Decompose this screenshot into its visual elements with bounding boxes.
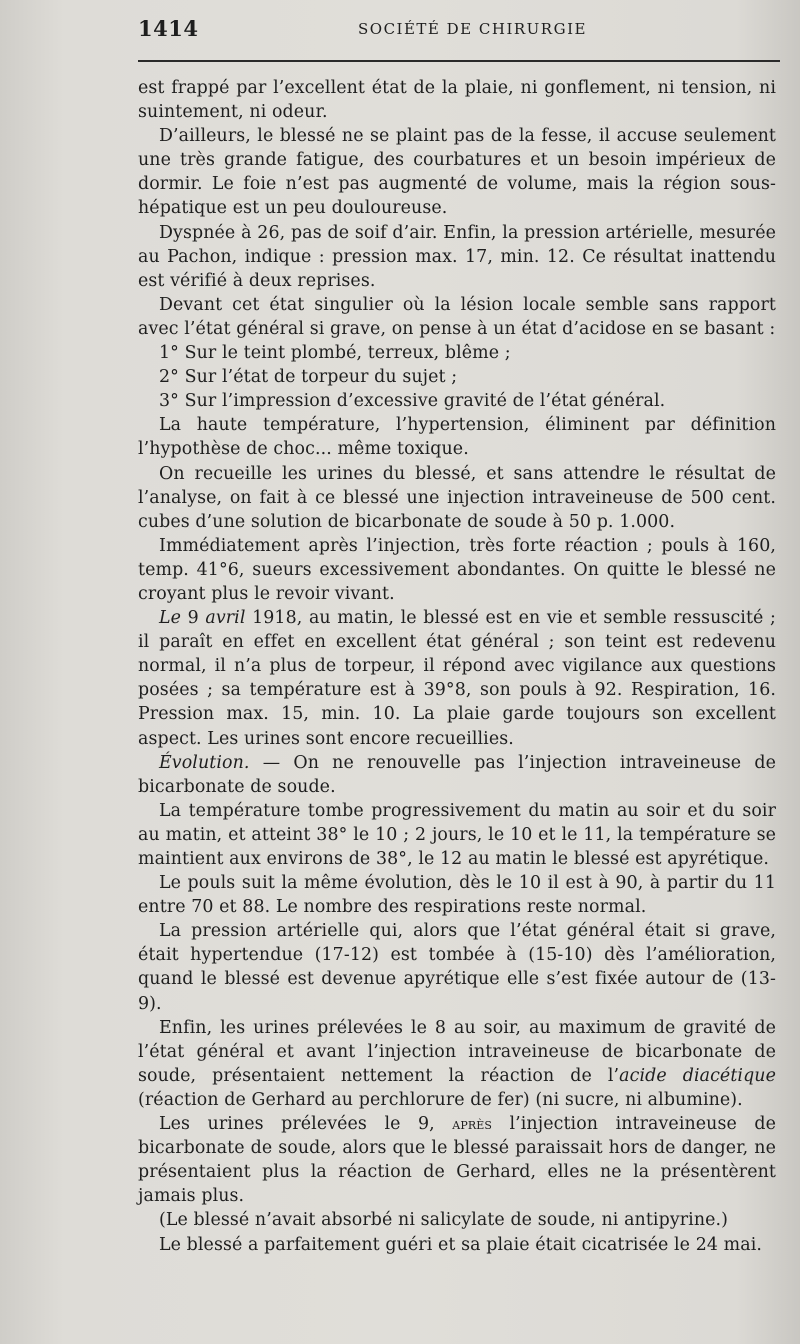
list-item: 2° Sur l’état de torpeur du sujet ; [159,367,458,388]
paragraph-text: l’injection intraveineuse de bicarbonate de soude, alors que le blessé paraissait hors de danger, ne présentaient plus la réaction de Gerhard, elles ne la présentèrent jamais plus. [138,1114,776,1207]
paragraph: Le pouls suit la même évolution, dès le 10 il est à 90, à partir du 11 entre 70 et 88. Le nombre des respirations reste normal. [138,873,776,918]
paragraph: est frappé par l’excellent état de la plaie, ni gonflement, ni tension, ni suintement, ni odeur. [138,78,776,123]
page-header [138,14,778,48]
list-item: 3° Sur l’impression d’excessive gravité de l’état général. [159,391,666,412]
paragraph [138,606,776,751]
paragraph-text: (réaction de Gerhard au perchlorure de fer) (ni sucre, ni albumine). [138,1089,743,1110]
paragraph: Le blessé a parfaitement guéri et sa plaie était cicatrisée le 24 mai. [159,1234,763,1255]
italic-text: Le [159,608,182,629]
paragraph-text: Enfin, les urines prélevées le 8 au soir, au maximum de gravité de l’état général et avant l’injection intraveineuse de bicarbonate de soude, présentaient nettement la réaction de l’ [138,1017,776,1086]
paragraph: Devant cet état singulier où la lésion locale semble sans rapport avec l’état général si grave, on pense à un état d’acidose en se basant : [138,294,776,339]
paragraph: La haute température, l’hypertension, éliminent par définition l’hypothèse de choc... même toxique. [138,415,776,460]
paragraph: D’ailleurs, le blessé ne se plaint pas de la fesse, il accuse seulement une très grande fatigue, des courbatures et un besoin impérieux de dormir. Le foie n’est pas augmenté de volume, mais la région sous-hépatique est un peu douloureuse. [138,126,776,219]
paragraph: Immédiatement après l’injection, très forte réaction ; pouls à 160, temp. 41°6, sueurs excessivement abondantes. On quitte le blessé ne croyant plus le revoir vivant. [138,535,776,604]
paragraph [138,1112,776,1208]
list-item: 1° Sur le teint plombé, terreux, blême ; [159,343,511,364]
page-number: 1414 [138,16,199,41]
paragraph: Dyspnée à 26, pas de soif d’air. Enfin, la pression artérielle, mesurée au Pachon, indique : pression max. 17, min. 12. Ce résultat inattendu est vérifié à deux reprises. [138,222,776,291]
italic-text: avril [205,608,246,629]
section-heading: Évolution. [159,752,250,773]
body-text [138,76,776,1257]
paragraph: La pression artérielle qui, alors que l’état général était si grave, était hypertendue (17-12) est tombée à (15-10) dès l’amélioration, quand le blessé est devenue apyrétique elle s’est fixée autour de (13-9). [138,921,776,1014]
paragraph: La température tombe progressivement du matin au soir et du soir au matin, et atteint 38° le 10 ; 2 jours, le 10 et le 11, la température se maintient aux environs de 38°, le 12 au matin le blessé est apyrétique. [138,800,776,869]
paragraph-text: 1918, au matin, le blessé est en vie et semble ressuscité ; il paraît en effet en excellent état général ; son teint est redevenu normal, il n’a plus de torpeur, il répond avec vigilance aux questions posées ; sa température est à 39°8, son pouls à 92. Respiration, 16. Pression max. 15, min. 10. La plaie garde toujours son excellent aspect. Les urines sont encore recueillies. [138,608,776,749]
date-number: 9 [187,608,199,629]
small-caps-text: après [452,1115,492,1134]
header-rule [138,60,780,62]
paragraph: On recueille les urines du blessé, et sans attendre le résultat de l’analyse, on fait à ce blessé une injection intraveineuse de 500 cent. cubes d’une solution de bicarbonate de soude à 50 p. 1.000. [138,463,776,532]
paragraph [138,751,776,799]
italic-text: acide diacétique [619,1065,776,1086]
paragraph-text: Les urines prélevées le 9, [159,1114,435,1135]
paragraph: (Le blessé n’avait absorbé ni salicylate de soude, ni antipyrine.) [159,1210,729,1231]
paragraph [138,1016,776,1112]
running-title: SOCIÉTÉ DE CHIRURGIE [358,20,587,38]
paragraph-text: — On ne renouvelle pas l’injection intraveineuse de bicarbonate de soude. [138,752,776,797]
